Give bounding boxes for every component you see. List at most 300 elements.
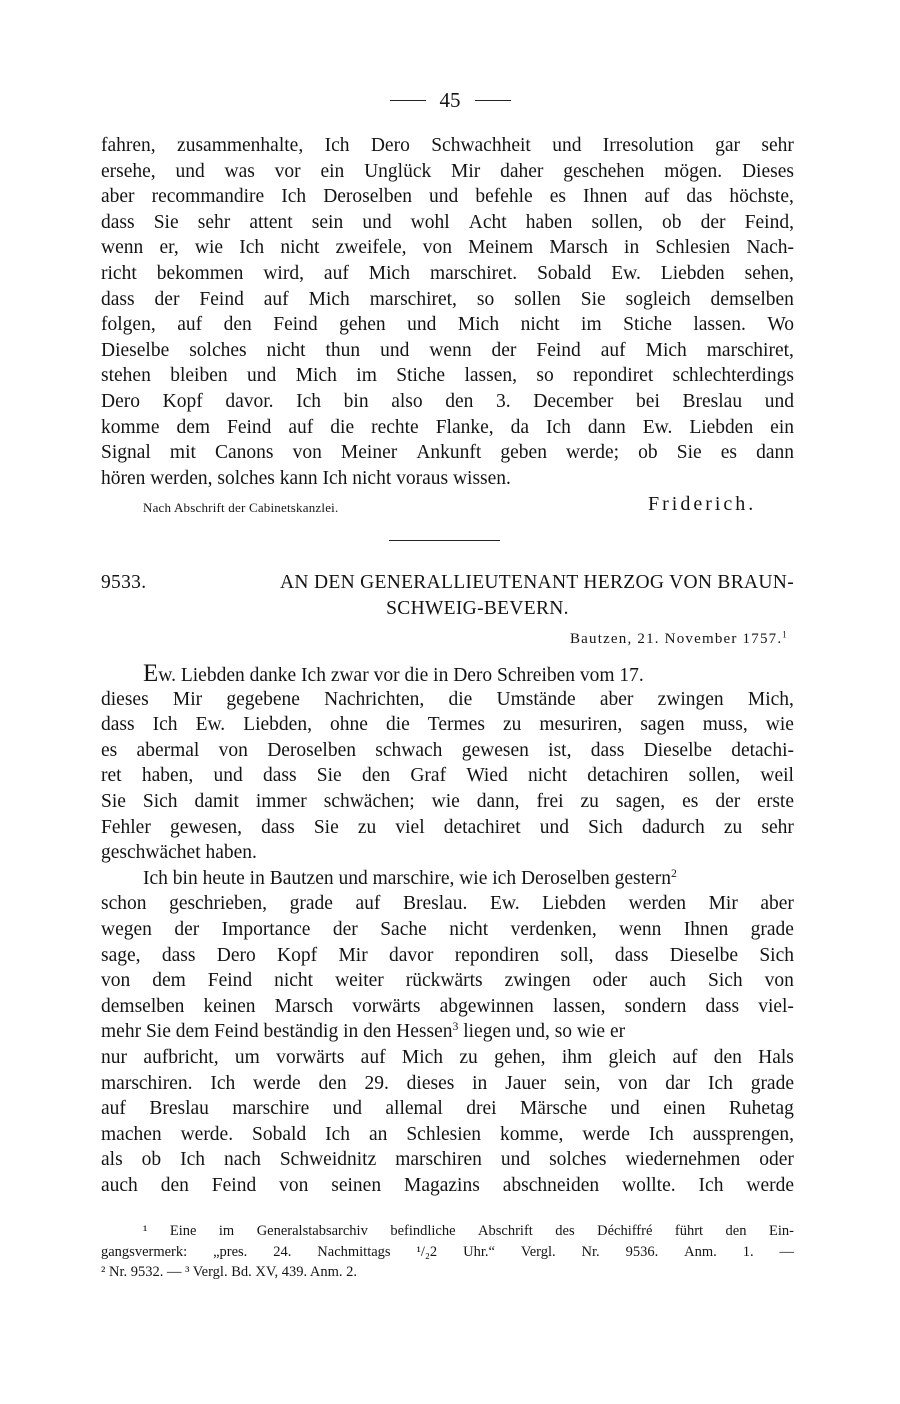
header-rule-right: [475, 100, 511, 101]
word: Ew.: [195, 714, 226, 736]
word: Stiche: [623, 314, 672, 336]
word: Ich: [296, 390, 322, 412]
word: auf: [360, 1046, 386, 1068]
word: schlechterdings: [672, 365, 794, 387]
word: dass: [101, 288, 135, 310]
word: vorwärts: [352, 995, 421, 1017]
word: Sie: [101, 790, 126, 812]
word: demselben: [710, 288, 794, 310]
word: und: [500, 1149, 531, 1171]
word: dieses: [406, 1072, 455, 1094]
word: der: [154, 288, 180, 310]
word: der: [700, 211, 726, 233]
word: grade: [289, 893, 333, 915]
word: Ich: [545, 416, 571, 438]
word: sollen,: [591, 211, 643, 233]
word: wenn: [429, 339, 472, 361]
word: und: [247, 365, 277, 387]
word: viel: [395, 816, 425, 838]
word: Hals: [758, 1046, 794, 1068]
word: Feind: [536, 339, 581, 361]
word: dann,: [476, 790, 520, 812]
word: dass: [101, 211, 135, 233]
word: von: [292, 442, 322, 464]
word: mögen.: [664, 160, 723, 182]
word: und: [175, 160, 205, 182]
word: befindliche: [390, 1223, 456, 1239]
hessen-post: liegen und, so wie er: [463, 1021, 626, 1043]
text-line: [101, 712, 794, 738]
word: Abschrift: [478, 1223, 533, 1239]
word: Mich: [295, 365, 337, 387]
word: damit: [194, 790, 239, 812]
word: Ew.: [642, 416, 673, 438]
word: zu: [357, 816, 377, 838]
footnote-ref: 2: [670, 866, 677, 880]
word: Sie: [316, 765, 342, 787]
word: Dieselbe: [669, 944, 739, 966]
word: ob: [638, 442, 658, 464]
word: Märsche: [519, 1098, 588, 1120]
word: ohne: [330, 714, 368, 736]
word: marschire: [232, 1098, 310, 1120]
word: ¹/₂2: [416, 1243, 438, 1260]
word: Anm.: [684, 1243, 717, 1260]
word: gar: [715, 135, 741, 156]
word: Nachmittags: [317, 1243, 391, 1260]
text-line: [101, 738, 794, 764]
word: bei: [636, 390, 660, 412]
word: aussprengen,: [692, 1123, 794, 1145]
word: Liebden: [689, 416, 754, 438]
letter-text: [101, 661, 794, 1198]
para2-first-line: [143, 866, 677, 892]
word: gehen: [339, 314, 386, 336]
word: thun: [325, 339, 361, 361]
text-line: [101, 261, 794, 287]
word: komme,: [500, 1123, 564, 1145]
word: Schwachheit: [431, 135, 531, 156]
word: marschiren: [395, 1149, 482, 1171]
word: marschiret.: [429, 262, 518, 284]
word: zweifele,: [335, 237, 407, 259]
word: bleiben: [170, 365, 228, 387]
dateline-text: Bautzen, 21. November 1757.: [569, 631, 783, 647]
word: als: [101, 1149, 123, 1171]
word: Feind: [273, 314, 318, 336]
word: sagen: [640, 714, 685, 736]
word: gewesen,: [169, 816, 242, 838]
word: Wied: [466, 765, 508, 787]
signature: Friderich.: [648, 493, 757, 515]
word: wiedernehmen: [625, 1149, 741, 1171]
word: Ich: [239, 237, 265, 259]
text-line: [101, 1096, 794, 1122]
word: sollen,: [688, 765, 741, 787]
word: zu: [723, 816, 743, 838]
word: Mich: [401, 1046, 444, 1068]
text-line: [101, 133, 794, 159]
text-line: [101, 866, 794, 892]
word: Ich: [648, 1123, 674, 1145]
word: es: [682, 790, 699, 812]
word: Ihnen: [583, 186, 628, 208]
word: haben: [525, 211, 573, 233]
word: von: [618, 1072, 648, 1094]
word: so: [476, 288, 495, 310]
word: —: [779, 1243, 794, 1260]
word: marschiren.: [101, 1072, 193, 1094]
word: daher: [500, 160, 544, 182]
word: Eine: [169, 1223, 197, 1239]
text-line: [101, 210, 794, 236]
word: auf: [288, 416, 314, 438]
word: zu: [459, 1046, 478, 1068]
word: Mich,: [747, 688, 794, 710]
word: viel-: [758, 995, 794, 1017]
word: Importance: [221, 918, 311, 940]
word: rückwärts: [405, 970, 483, 992]
first-line-rest: w. Liebden danke Ich zwar vor die in Dero Schreiben vom 17.: [158, 665, 644, 686]
word: auch: [649, 970, 687, 992]
word: davor: [389, 944, 434, 966]
word: Nach-: [746, 237, 794, 259]
text-line: [101, 312, 794, 338]
word: Sie: [313, 816, 339, 838]
word: der: [332, 918, 358, 940]
word: sehr: [197, 211, 231, 233]
word: Meinem: [468, 237, 534, 259]
word: sagen,: [615, 790, 666, 812]
word: auf: [323, 262, 349, 284]
word: den: [713, 1046, 742, 1068]
first-line: [143, 661, 644, 687]
text-line: [101, 661, 794, 687]
word: dass: [261, 816, 295, 838]
word: Marsch: [274, 995, 334, 1017]
word: Graf: [410, 765, 447, 787]
word: haben,: [141, 765, 194, 787]
word: Ich: [210, 1072, 236, 1094]
word: Dero: [216, 944, 256, 966]
word: drei: [466, 1098, 497, 1120]
word: den: [445, 390, 474, 412]
text-line: [101, 415, 794, 441]
text-line: [101, 994, 794, 1020]
word: Sie: [153, 211, 179, 233]
word: erste: [757, 790, 794, 812]
word: des: [555, 1223, 575, 1239]
word: Breslau.: [402, 893, 468, 915]
word: detachiren: [587, 765, 669, 787]
word: um: [234, 1046, 260, 1068]
word: auf: [355, 893, 381, 915]
word: Liebden,: [243, 714, 312, 736]
word: Jauer: [505, 1072, 547, 1094]
word: sein: [311, 211, 344, 233]
text-line: [101, 389, 794, 415]
word: wenn: [101, 237, 144, 259]
word: auf: [177, 314, 203, 336]
word: wenn: [619, 918, 662, 940]
word: und: [429, 186, 459, 208]
word: gleich: [608, 1046, 657, 1068]
word: solches: [549, 1149, 607, 1171]
text-line: [101, 1147, 794, 1173]
continuation-text: [101, 133, 794, 491]
word: Déchiffré: [597, 1223, 653, 1239]
word: Wo: [767, 314, 794, 336]
word: es: [101, 739, 118, 761]
word: von: [422, 237, 452, 259]
word: lassen,: [464, 365, 517, 387]
text-line: [101, 440, 794, 466]
word: dadurch: [641, 816, 705, 838]
word: dieses: [101, 688, 149, 710]
word: nur: [101, 1046, 127, 1068]
word: Schlesien: [655, 237, 731, 259]
word: Feind: [227, 416, 272, 438]
word: Dero: [101, 390, 140, 412]
word: werde: [582, 1123, 630, 1145]
word: Mir: [451, 160, 481, 182]
word: zu: [580, 790, 599, 812]
word: Ich: [324, 135, 350, 156]
word: Feind: [199, 288, 244, 310]
word: was: [224, 160, 255, 182]
word: und: [764, 390, 794, 412]
word: von: [764, 970, 794, 992]
word: sehr: [761, 135, 794, 156]
word: es: [720, 442, 737, 464]
word: ersehe,: [101, 160, 156, 182]
word: lassen,: [552, 995, 606, 1017]
word: aber: [760, 893, 794, 915]
heading-line-2: SCHWEIG-BEVERN.: [386, 598, 569, 619]
text-line: [101, 968, 794, 994]
word: geschrieben,: [169, 893, 268, 915]
hessen-line: [101, 1019, 625, 1045]
word: im: [581, 314, 602, 336]
word: Dieselbe: [101, 339, 170, 361]
word: sondern: [624, 995, 687, 1017]
page-number-header: [0, 88, 900, 113]
word: gewesen: [461, 739, 529, 761]
word: Dieses: [741, 160, 794, 182]
word: dass: [705, 995, 740, 1017]
word: Marsch: [549, 237, 608, 259]
text-line: [101, 815, 794, 841]
word: den: [223, 314, 252, 336]
word: weil: [760, 765, 794, 787]
word: ret: [101, 765, 122, 787]
word: Mir: [338, 944, 368, 966]
page-number: 45: [439, 88, 461, 112]
word: das: [686, 186, 713, 208]
word: ist,: [548, 739, 572, 761]
footnote-ref: 1: [782, 629, 788, 640]
header-rule-left: [390, 100, 426, 101]
word: aufbricht,: [143, 1046, 219, 1068]
text-line: [101, 1173, 794, 1199]
initial-capital: E: [143, 660, 159, 687]
word: zwingen: [657, 688, 724, 710]
word: Umstände: [496, 688, 576, 710]
word: 24.: [273, 1243, 292, 1260]
word: Mich: [308, 288, 350, 310]
word: geben: [500, 442, 547, 464]
word: sage,: [101, 944, 141, 966]
word: werde: [253, 1072, 301, 1094]
footnotes: [101, 1221, 794, 1283]
word: fahren,: [101, 135, 156, 156]
word: den: [318, 1072, 347, 1094]
text-line: [101, 943, 794, 969]
word: dem: [176, 416, 211, 438]
word: Unglück: [364, 160, 432, 182]
word: Feind: [207, 970, 253, 992]
word: ein: [770, 416, 794, 438]
word: Generalstabsarchiv: [256, 1223, 368, 1239]
word: nicht: [280, 237, 320, 259]
word: keinen: [203, 995, 256, 1017]
word: Kopf: [162, 390, 203, 412]
word: werden: [628, 893, 686, 915]
word: gangsvermerk:: [101, 1243, 188, 1260]
para2-first-text: Ich bin heute in Bautzen und marschire, wie ich Deroselben gestern: [143, 867, 671, 889]
word: rechte: [371, 416, 419, 438]
word: 3.: [496, 390, 511, 412]
word: weiter: [335, 970, 384, 992]
word: Feind,: [744, 211, 794, 233]
word: der: [491, 339, 517, 361]
text-line: [101, 287, 794, 313]
word: Sich: [759, 944, 794, 966]
word: Signal: [101, 442, 151, 464]
text-line: [101, 763, 794, 789]
word: befehle: [475, 186, 533, 208]
word: nicht: [274, 970, 314, 992]
word: auf: [672, 1046, 698, 1068]
word: werde: [746, 1174, 794, 1196]
word: wohl: [410, 211, 450, 233]
word: dass: [161, 944, 196, 966]
word: Breslau: [149, 1098, 209, 1120]
word: führt: [674, 1223, 704, 1239]
word: höchste,: [729, 186, 794, 208]
word: grade: [750, 1072, 794, 1094]
word: Ich: [707, 1072, 733, 1094]
word: folgen,: [101, 314, 156, 336]
text-line: [101, 338, 794, 364]
word: abschneiden: [502, 1174, 600, 1196]
word: stehen: [101, 365, 151, 387]
word: ¹: [143, 1223, 148, 1239]
word: immer: [255, 790, 307, 812]
document-number: 9533.: [101, 572, 147, 593]
word: und: [552, 135, 582, 156]
word: lassen.: [693, 314, 746, 336]
word: von: [101, 970, 131, 992]
word: machen: [101, 1123, 162, 1145]
word: an: [368, 1123, 388, 1145]
word: Dero: [370, 135, 410, 156]
word: Sache: [380, 918, 427, 940]
word: Sie: [580, 288, 606, 310]
word: bekommen: [156, 262, 244, 284]
word: sollen: [514, 288, 561, 310]
word: Nr.: [581, 1243, 600, 1260]
word: demselben: [101, 995, 185, 1017]
footnote-line: ² Nr. 9532. — ³ Vergl. Bd. XV, 439. Anm. 2.: [101, 1264, 358, 1280]
word: Mich: [645, 339, 687, 361]
word: sogleich: [625, 288, 691, 310]
word: Liebden: [660, 262, 725, 284]
word: so: [536, 365, 554, 387]
word: wegen: [101, 918, 152, 940]
word: sehr: [761, 816, 794, 838]
word: dass: [101, 714, 135, 736]
text-line: [101, 184, 794, 210]
text-line: [101, 891, 794, 917]
word: auf: [644, 186, 670, 208]
word: Ein-: [768, 1223, 794, 1239]
word: ob: [662, 211, 682, 233]
word: oder: [759, 1149, 794, 1171]
word: nicht: [449, 918, 489, 940]
word: frei: [536, 790, 564, 812]
text-line: [101, 917, 794, 943]
word: sehen,: [744, 262, 794, 284]
word: „pres.: [213, 1243, 248, 1260]
word: wird,: [263, 262, 304, 284]
word: den: [160, 1174, 189, 1196]
word: Mir: [172, 688, 203, 710]
text-line: [101, 363, 794, 389]
word: Ich: [152, 714, 178, 736]
word: schwächen;: [323, 790, 415, 812]
word: nach: [224, 1149, 261, 1171]
word: die: [330, 416, 355, 438]
word: Flanke,: [435, 416, 494, 438]
word: der: [174, 918, 200, 940]
word: dass: [590, 739, 625, 761]
text-line: [101, 235, 794, 261]
word: Ihnen: [683, 918, 729, 940]
word: den: [361, 765, 391, 787]
word: den: [725, 1223, 747, 1239]
word: Uhr.“: [463, 1243, 495, 1260]
word: Irresolution: [602, 135, 694, 156]
word: geschehen: [563, 160, 645, 182]
word: von: [279, 1174, 309, 1196]
word: Sobald: [537, 262, 592, 284]
word: komme: [101, 416, 160, 438]
word: vorwärts: [276, 1046, 345, 1068]
word: Nachrichten,: [324, 688, 425, 710]
word: schon: [101, 893, 147, 915]
word: werde.: [180, 1123, 234, 1145]
word: wie: [194, 237, 224, 259]
word: oder: [592, 970, 628, 992]
word: 29.: [364, 1072, 389, 1094]
word: davor.: [225, 390, 274, 412]
word: und: [380, 339, 410, 361]
word: Termes: [427, 714, 485, 736]
heading-row-1: [101, 570, 794, 596]
word: also: [391, 390, 423, 412]
word: wie: [765, 714, 794, 736]
